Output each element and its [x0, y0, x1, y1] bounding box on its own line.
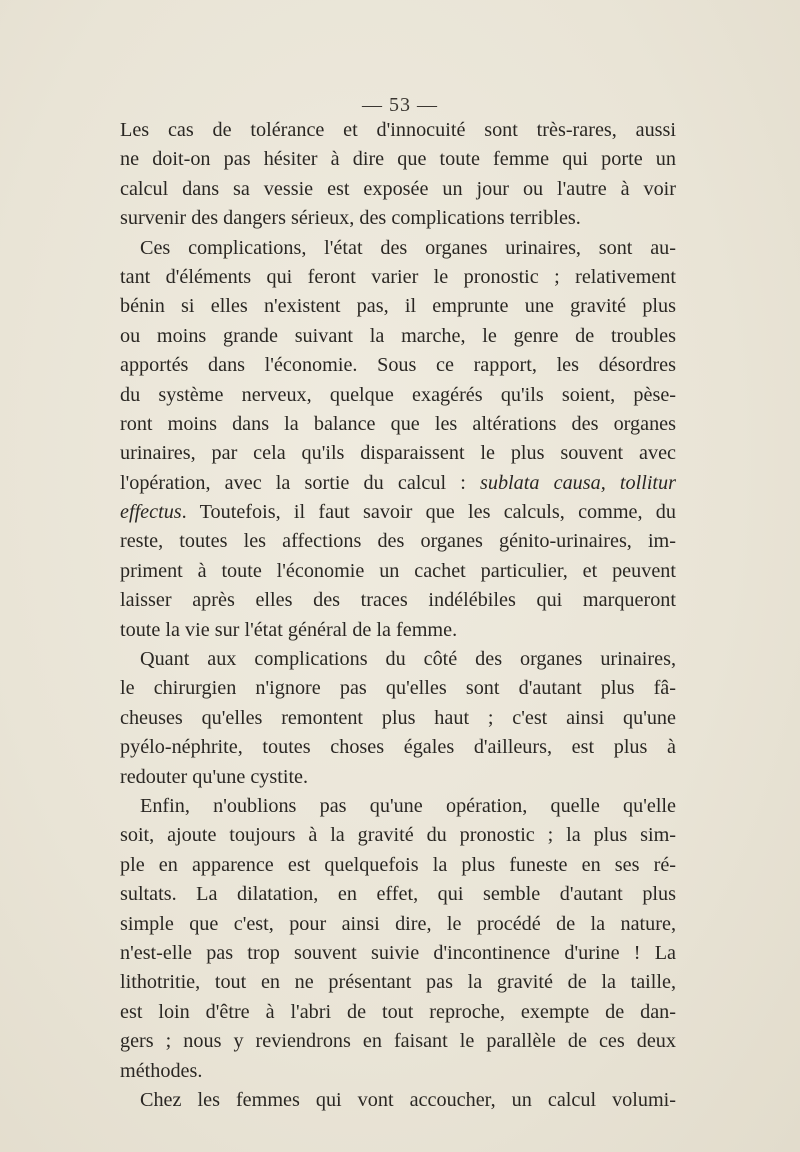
- text-line: ne doit-on pas hésiter à dire que toute femme qui porte un: [120, 148, 676, 171]
- text-line: gers ; nous y reviendrons en faisant le parallèle de ces deux: [120, 1030, 676, 1053]
- text-line: soit, ajoute toujours à la gravité du pronostic ; la plus sim-: [120, 824, 676, 847]
- text-line: priment à toute l'économie un cachet particulier, et peuvent: [120, 559, 676, 582]
- text-line: toute la vie sur l'état général de la femme.: [120, 618, 458, 641]
- text-segment: l'opération, avec la sortie du calcul :: [120, 471, 480, 494]
- text-line: n'est-elle pas trop souvent suivie d'incontinence d'urine ! La: [120, 941, 676, 964]
- italic-phrase: effectus: [120, 501, 182, 524]
- text-line-mixed: [120, 498, 676, 527]
- text-line: survenir des dangers sérieux, des complications terribles.: [120, 207, 581, 230]
- italic-phrase: sublata causa, tollitur: [480, 471, 676, 494]
- text-line: du système nerveux, quelque exagérés qu'ils soient, pèse-: [120, 383, 676, 406]
- text-line: sultats. La dilatation, en effet, qui semble d'autant plus: [120, 883, 676, 906]
- text-line: tant d'éléments qui feront varier le pronostic ; relativement: [120, 265, 676, 288]
- text-line: le chirurgien n'ignore pas qu'elles sont d'autant plus fâ-: [120, 677, 676, 700]
- text-line: méthodes.: [120, 1059, 203, 1082]
- text-line: ront moins dans la balance que les altérations des organes: [120, 412, 676, 435]
- text-line: laisser après elles des traces indélébiles qui marqueront: [120, 589, 676, 612]
- text-line: ou moins grande suivant la marche, le genre de troubles: [120, 324, 676, 347]
- text-line: redouter qu'une cystite.: [120, 765, 309, 788]
- text-line: Ces complications, l'état des organes urinaires, sont au-: [140, 236, 676, 259]
- text-line: lithotritie, tout en ne présentant pas la gravité de la taille,: [120, 971, 676, 994]
- text-line: est loin d'être à l'abri de tout reproche, exempte de dan-: [120, 1000, 676, 1023]
- text-line-mixed: [120, 469, 676, 498]
- text-line: apportés dans l'économie. Sous ce rapport, les désordres: [120, 354, 676, 377]
- body-text: [120, 110, 676, 1115]
- text-line: cheuses qu'elles remontent plus haut ; c'est ainsi qu'une: [120, 706, 676, 729]
- text-line: urinaires, par cela qu'ils disparaissent le plus souvent avec: [120, 442, 676, 465]
- text-line: ple en apparence est quelquefois la plus funeste en ses ré-: [120, 853, 676, 876]
- text-line: reste, toutes les affections des organes génito-urinaires, im-: [120, 530, 676, 553]
- text-segment: . Toutefois, il faut savoir que les calculs, comme, du: [181, 501, 676, 524]
- text-line: simple que c'est, pour ainsi dire, le procédé de la nature,: [120, 912, 676, 935]
- text-line: Quant aux complications du côté des organes urinaires,: [140, 648, 676, 671]
- text-line: bénin si elles n'existent pas, il emprunte une gravité plus: [120, 295, 676, 318]
- page-number: — 53 —: [362, 94, 438, 116]
- text-line: pyélo-néphrite, toutes choses égales d'ailleurs, est plus à: [120, 736, 676, 759]
- text-line: calcul dans sa vessie est exposée un jour ou l'autre à voir: [120, 177, 676, 200]
- text-line: Chez les femmes qui vont accoucher, un calcul volumi-: [140, 1088, 676, 1111]
- text-line: Les cas de tolérance et d'innocuité sont très-rares, aussi: [120, 119, 676, 141]
- text-line: Enfin, n'oublions pas qu'une opération, quelle qu'elle: [140, 794, 676, 817]
